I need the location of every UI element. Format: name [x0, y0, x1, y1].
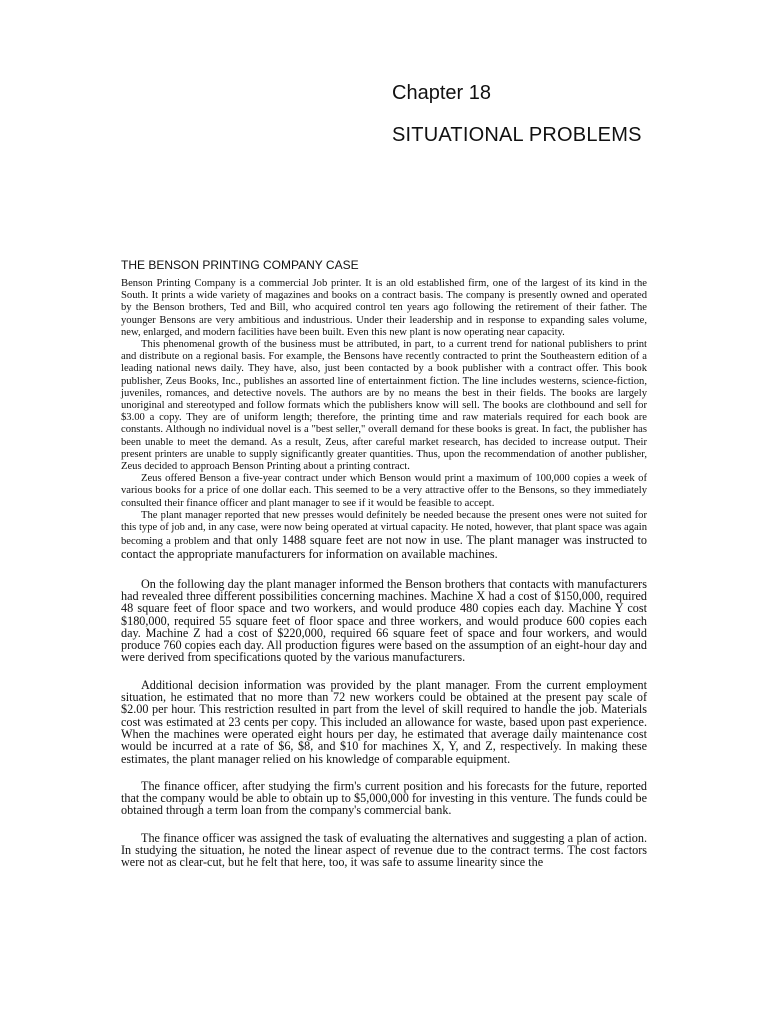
case-body — [121, 278, 647, 869]
paragraph-4-start: The plant manager reported that new presses would definitely be needed because the present ones were not suited for this type of job and, in any case, were now being operated at virtual capacity. He noted, however, that plant space was again becoming a problem — [121, 509, 647, 548]
paragraph-7: The finance officer, after studying the firm's current position and his forecasts for the future, reported that the company would be able to obtain up to $5,000,000 for investing in this venture. The funds could be obtained through a term loan from the company's commercial bank. — [121, 778, 647, 818]
paragraph-4 — [121, 510, 647, 563]
paragraph-1: Benson Printing Company is a commercial Job printer. It is an old established firm, one of the largest of its kind in the South. It prints a wide variety of magazines and books on a contract basis. The company is presently owned and operated by the Benson brothers, Ted and Bill, who acquired control ten years ago following the retirement of their father. The younger Bensons are very ambitious and industrious. Under their leadership and in response to expanding sales volume, new, enlarged, and modern facilities have been built. Even this new plant is now operating near capacity. — [121, 278, 647, 338]
chapter-title: SITUATIONAL PROBLEMS — [392, 124, 642, 146]
chapter-number: Chapter 18 — [392, 82, 491, 104]
case-heading: THE BENSON PRINTING COMPANY CASE — [121, 258, 359, 272]
paragraph-3: Zeus offered Benson a five-year contract under which Benson would print a maximum of 100,000 copies a week of various books for a price of one dollar each. This seemed to be a very attractive offer to the Bensons, so they immediately consulted their finance officer and plant manager to see if it would be feasible to accept. — [121, 473, 647, 509]
paragraph-8: The finance officer was assigned the task of evaluating the alternatives and suggesting a plan of action. In studying the situation, he noted the linear aspect of revenue due to the contract terms. The cost factors were not as clear-cut, but he felt that here, too, it was safe to assume linearity since the — [121, 830, 647, 870]
paragraph-2: This phenomenal growth of the business must be attributed, in part, to a current trend for national publishers to print and distribute on a regional basis. For example, the Bensons have recently contracted to print the Southeastern edition of a leading national news daily. They have, also, just been contacted by a book publisher with a contract offer. This book publisher, Zeus Books, Inc., publishes an assorted line of entertainment fiction. The line includes westerns, science-fiction, juveniles, romances, and detective novels. The authors are by no means the best in their fields. The books are largely unoriginal and stereotyped and follow formats which the publishers know will sell. The books are clothbound and sell for $3.00 a copy. They are of uniform length; therefore, the printing time and raw materials required for each book are constants. Although no individual novel is a "best seller," overall demand for these books is great. In fact, the publisher has been unable to meet the demand. As a result, Zeus, after careful market research, has decided to increase output. Their present printers are unable to supply significantly greater quantities. Thus, upon the recommendation of another publisher, Zeus decided to approach Benson Printing about a printing contract. — [121, 339, 647, 473]
paragraph-4-end: and that only 1488 square feet are not now in use. The plant manager was instructed to contact the appropriate manufacturers for information on available machines. — [121, 533, 647, 562]
paragraph-5: On the following day the plant manager informed the Benson brothers that contacts with manufacturers had revealed three different possibilities concerning machines. Machine X had a cost of $150,000, required 48 square feet of floor space and two workers, and would produce 480 copies each day. Machine Y cost $180,000, required 55 square feet of floor space and three workers, and would produce 600 copies each day. Machine Z had a cost of $220,000, required 66 square feet of space and four workers, and would produce 760 copies each day. All production figures were based on the assumption of an eight-hour day and were derived from specifications quoted by the various manufacturers. — [121, 576, 647, 665]
paragraph-6: Additional decision information was provided by the plant manager. From the current employment situation, he estimated that no more than 72 new workers could be obtained at the present pay scale of $2.00 per hour. This restriction resulted in part from the level of skill required to handle the job. Materials cost was estimated at 23 cents per copy. This included an allowance for waste, based upon past experience. When the machines were operated eight hours per day, he estimated that average daily maintenance cost would be incurred at a rate of $6, $8, and $10 for machines X, Y, and Z, respectively. In making these estimates, the plant manager relied on his knowledge of comparable equipment. — [121, 677, 647, 766]
